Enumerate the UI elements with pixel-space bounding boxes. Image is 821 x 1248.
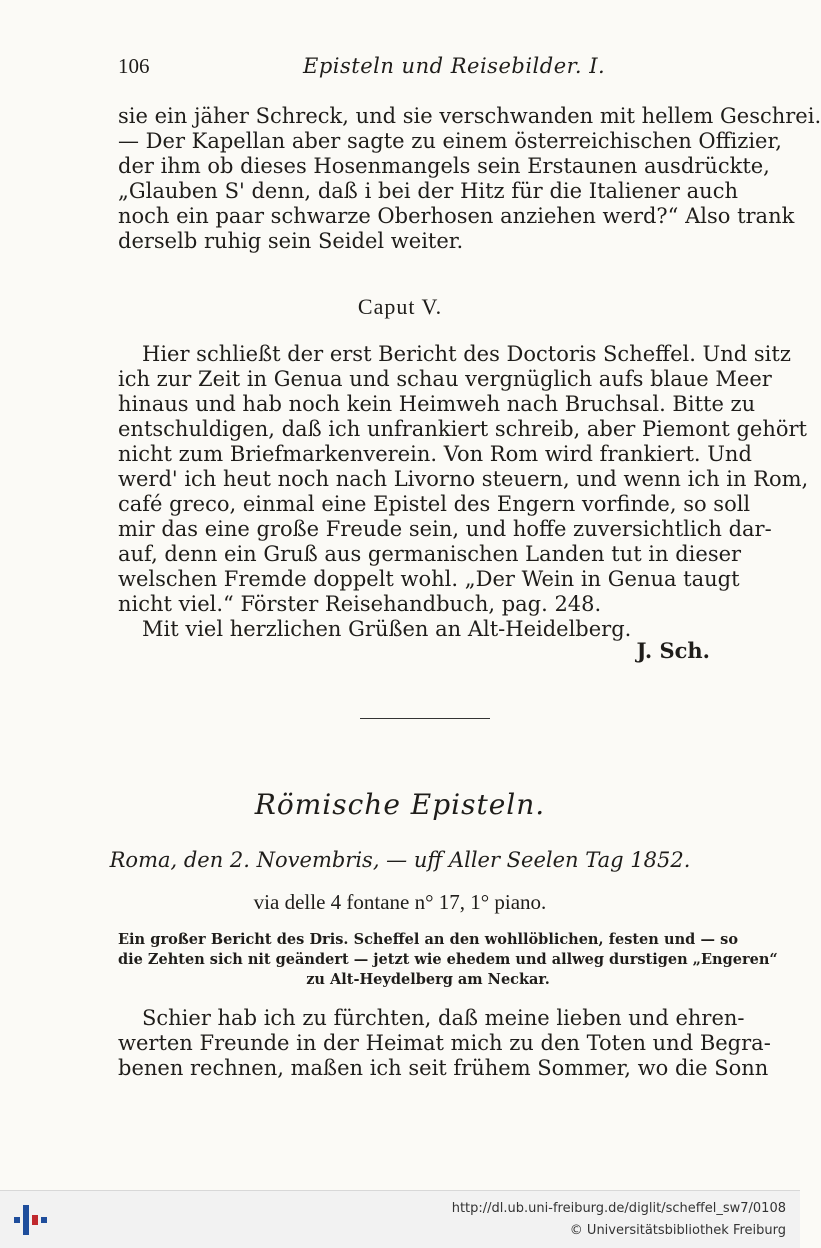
text-line: Hier schließt der erst Bericht des Doctoris Scheffel. Und sitz: [142, 342, 791, 366]
text-line: auf, denn ein Gruß aus germanischen Landen tut in dieser: [118, 542, 742, 566]
text-line: der ihm ob dieses Hosenmangels sein Erstaunen ausdrückte,: [118, 154, 770, 178]
library-logo-icon: [10, 1199, 52, 1239]
text-line: werd' ich heut noch nach Livorno steuern, und wenn ich in Rom,: [118, 467, 809, 491]
text-line: derselb ruhig sein Seidel weiter.: [118, 229, 464, 253]
permalink[interactable]: http://dl.ub.uni-freiburg.de/diglit/scheffel_sw7/0108: [451, 1201, 786, 1216]
text-line: nicht zum Briefmarkenverein. Von Rom wird frankiert. Und: [118, 442, 752, 466]
text-line: Mit viel herzlichen Grüßen an Alt-Heidelberg.: [142, 617, 632, 641]
caput-heading: Caput V.: [357, 294, 443, 319]
text-line: sie ein jäher Schreck, und sie verschwanden mit hellem Geschrei.: [118, 104, 821, 128]
page-number: 106: [118, 54, 150, 78]
running-title: Episteln und Reisebilder. I.: [303, 54, 606, 78]
section-title: Römische Episteln.: [254, 788, 546, 821]
text-line: hinaus und hab noch kein Heimweh nach Bruchsal. Bitte zu: [118, 392, 756, 416]
copyright-notice: © Universitätsbibliothek Freiburg: [569, 1223, 786, 1238]
text-line: ich zur Zeit in Genua und schau vergnüglich aufs blaue Meer: [118, 367, 772, 391]
text-line: mir das eine große Freude sein, und hoffe zuversichtlich dar-: [118, 517, 772, 541]
text-line: welschen Fremde doppelt wohl. „Der Wein in Genua taugt: [118, 567, 740, 591]
paragraph-3: [118, 1006, 771, 1081]
text-line: — Der Kapellan aber sagte zu einem österreichischen Offizier,: [118, 129, 782, 153]
summary-line: Ein großer Bericht des Dris. Scheffel an den wohllöblichen, festen und — so: [118, 931, 738, 948]
paragraph-2: [118, 342, 809, 642]
viewer-footer: [0, 1190, 800, 1248]
summary-block: [118, 930, 778, 990]
address-line: via delle 4 fontane n° 17, 1° piano.: [253, 890, 547, 914]
summary-line: die Zehten sich nit geändert — jetzt wie ehedem und allweg durstigen „Engeren“: [118, 951, 778, 968]
text-line: nicht viel.“ Förster Reisehandbuch, pag. 248.: [118, 592, 602, 616]
text-line: werten Freunde in der Heimat mich zu den Toten und Begra-: [118, 1031, 771, 1055]
summary-line: zu Alt-Heydelberg am Neckar.: [306, 971, 550, 988]
text-line: noch ein paar schwarze Oberhosen anziehen werd?“ Also trank: [118, 204, 795, 228]
text-line: café greco, einmal eine Epistel des Engern vorfinde, so soll: [118, 492, 751, 516]
text-line: benen rechnen, maßen ich seit frühem Sommer, wo die Sonn: [118, 1056, 769, 1080]
signature: J. Sch.: [636, 638, 710, 663]
section-divider: [360, 718, 490, 719]
paragraph-1: [118, 104, 821, 254]
text-line: entschuldigen, daß ich unfrankiert schreib, aber Piemont gehört: [118, 417, 808, 441]
text-line: Schier hab ich zu fürchten, daß meine lieben und ehren-: [142, 1006, 745, 1030]
date-line: Roma, den 2. Novembris, — uff Aller Seelen Tag 1852.: [109, 848, 691, 872]
text-line: „Glauben S' denn, daß i bei der Hitz für die Italiener auch: [118, 179, 738, 203]
running-head: [118, 54, 738, 82]
